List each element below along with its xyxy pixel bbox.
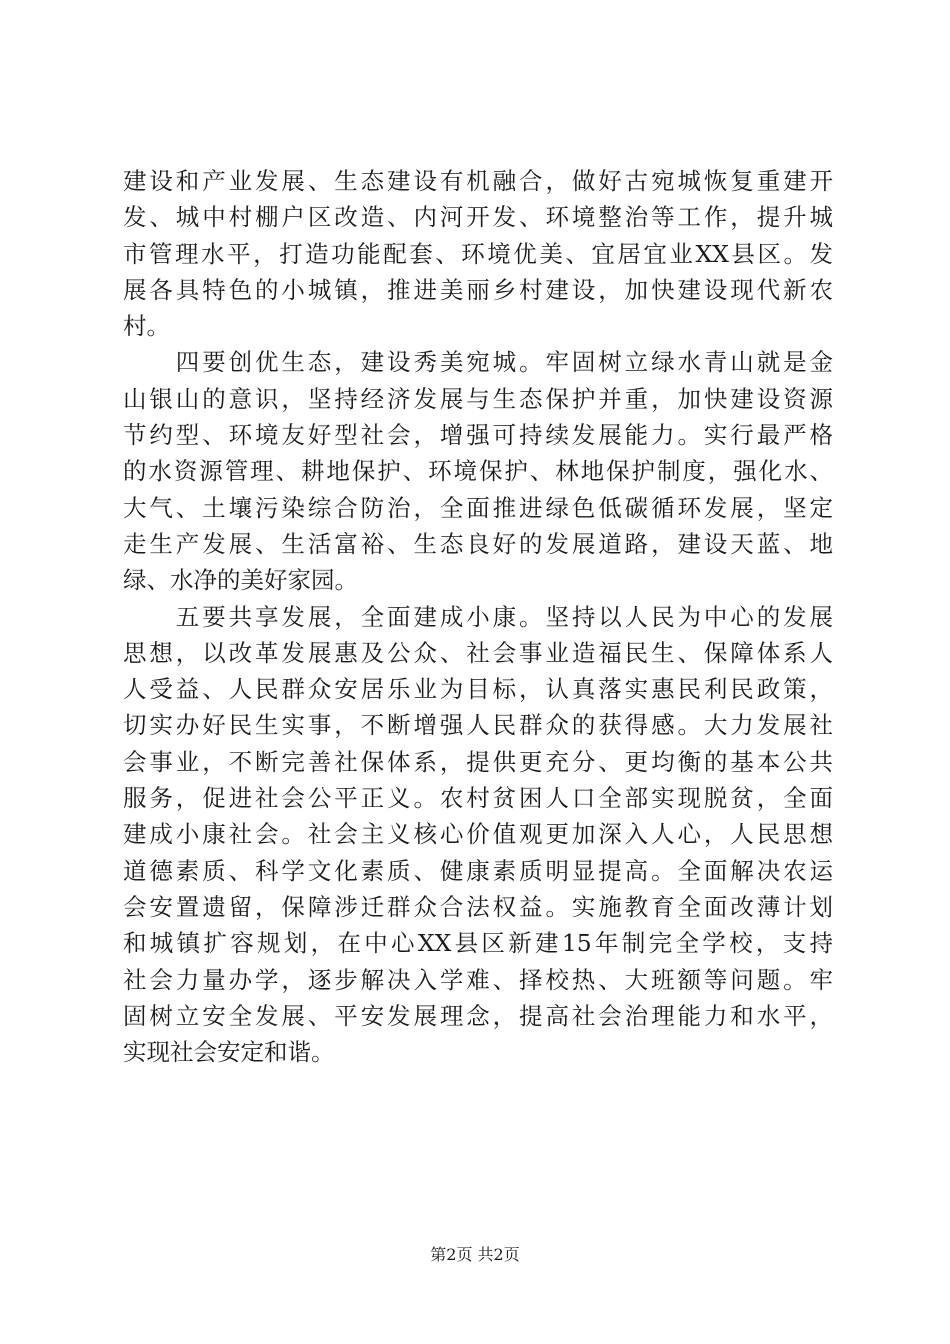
- text-line: 建设和产业发展、生态建设有机融合，做好古宛城恢复重建开: [123, 167, 833, 195]
- text-line: 和城镇扩容规划，在中心XX县区新建15年制完全学校，支持: [123, 929, 833, 958]
- text-line: 节约型、环境友好型社会，增强可持续发展能力。实行最严格: [123, 421, 833, 450]
- page-number-footer: 第2页 共2页: [430, 1245, 520, 1264]
- text-line: 的水资源管理、耕地保护、环境保护、林地保护制度，强化水、: [123, 457, 833, 486]
- text-line: 建成小康社会。社会主义核心价值观更加深入人心，人民思想: [123, 820, 833, 849]
- text-line: 走生产发展、生活富裕、生态良好的发展道路，建设天蓝、地: [123, 529, 833, 558]
- text-line: 发、城中村棚户区改造、内河开发、环境整治等工作，提升城: [123, 203, 833, 232]
- text-line: 会事业，不断完善社保体系，提供更充分、更均衡的基本公共: [123, 747, 833, 776]
- text-line: 四要创优生态，建设秀美宛城。牢固树立绿水青山就是金: [123, 348, 833, 377]
- text-line: 人受益、人民群众安居乐业为目标，认真落实惠民利民政策，: [123, 675, 833, 704]
- text-line: 固树立安全发展、平安发展理念，提高社会治理能力和水平，: [123, 1001, 833, 1030]
- text-line: 思想，以改革发展惠及公众、社会事业造福民生、保障体系人: [123, 638, 833, 667]
- text-line: 大气、土壤污染综合防治，全面推进绿色低碳循环发展，坚定: [123, 493, 833, 522]
- text-line: 会安置遗留，保障涉迁群众合法权益。实施教育全面改薄计划: [123, 892, 833, 921]
- text-line: 服务，促进社会公平正义。农村贫困人口全部实现脱贫，全面: [123, 784, 833, 813]
- text-line: 绿、水净的美好家园。: [123, 566, 358, 595]
- text-line: 社会力量办学，逐步解决入学难、择校热、大班额等问题。牢: [123, 965, 833, 994]
- text-line: 展各具特色的小城镇，推进美丽乡村建设，加快建设现代新农: [123, 275, 833, 304]
- text-line: 山银山的意识，坚持经济发展与生态保护并重，加快建设资源: [123, 384, 833, 413]
- text-line: 五要共享发展，全面建成小康。坚持以人民为中心的发展: [123, 602, 833, 631]
- text-line: 切实办好民生实事，不断增强人民群众的获得感。大力发展社: [123, 711, 833, 740]
- document-body: [123, 163, 833, 1070]
- text-line: 实现社会安定和谐。: [123, 1038, 335, 1067]
- text-line: 村。: [123, 312, 170, 341]
- text-line: 市管理水平，打造功能配套、环境优美、宜居宜业XX县区。发: [123, 239, 833, 268]
- text-line: 道德素质、科学文化素质、健康素质明显提高。全面解决农运: [123, 856, 833, 885]
